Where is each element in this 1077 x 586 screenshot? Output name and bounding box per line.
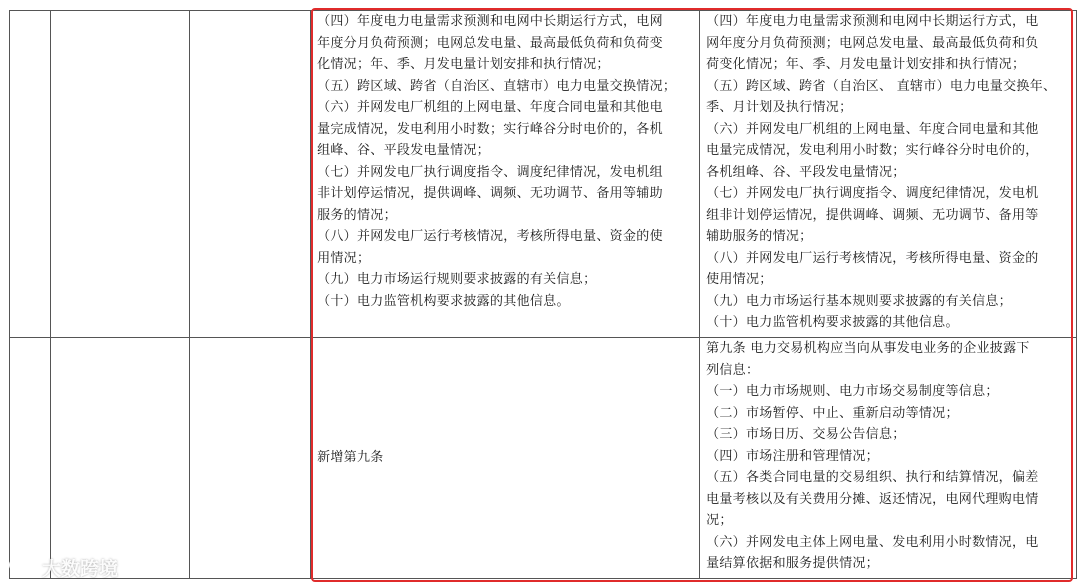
revised-text-line: 电量完成情况，发电利用小时数；实行峰谷分时电价的，	[706, 143, 1039, 158]
article-nine-line: （一）电力市场规则、电力市场交易制度等信息；	[706, 384, 999, 399]
article-nine-line: 量结算依据和服务提供情况；	[706, 556, 879, 571]
table-row	[10, 11, 1077, 338]
original-text-line: 组峰、谷、平段发电量情况；	[317, 143, 490, 158]
original-text-line: （八）并网发电厂运行考核情况，考核所得电量、资金的使	[317, 229, 663, 244]
original-text-line: 用情况；	[317, 250, 371, 266]
original-text-line: （九）电力市场运行规则要求披露的有关信息；	[317, 272, 597, 287]
revised-text-line: （五）跨区域、跨省（自治区、 直辖市）电力电量交换年、	[706, 78, 1057, 94]
revised-text-line: 辅助服务的情况；	[706, 229, 813, 244]
revised-text-line: 使用情况；	[706, 272, 773, 287]
table-row	[10, 338, 1077, 579]
new-article-label: 新增第九条	[317, 450, 384, 466]
original-text-line: （十）电力监管机构要求披露的其他信息。	[317, 293, 570, 309]
revised-text-line: 各机组峰、谷、平段发电量情况；	[706, 164, 906, 180]
original-text-line: 服务的情况；	[317, 207, 397, 223]
original-text-line: （四）年度电力电量需求预测和电网中长期运行方式，电网	[317, 14, 663, 29]
article-nine-lines	[700, 338, 1076, 575]
chapter-cell	[51, 338, 189, 579]
original-text-lines	[311, 11, 699, 312]
revised-text-line: （八）并网发电厂运行考核情况，考核所得电量、资金的	[706, 250, 1039, 266]
original-text-line: （七）并网发电厂执行调度指令、调度纪律情况，发电机组	[317, 164, 663, 180]
watermark	[8, 552, 118, 582]
revised-text-cell	[700, 11, 1077, 338]
revised-text-line: 组非计划停运情况，提供调峰、调频、无功调节、备用等	[706, 207, 1039, 223]
revised-text-line: 季、月计划及执行情况；	[706, 100, 853, 115]
original-text-line: （五）跨区域、跨省（自治区、直辖市）电力电量交换情况；	[317, 78, 677, 94]
original-text-line: 年度分月负荷预测；电网总发电量、最高最低负荷和负荷变	[317, 35, 663, 51]
article-nine-line: （五）各类合同电量的交易组织、执行和结算情况，偏差	[706, 470, 1039, 485]
revised-text-line: （六）并网发电厂机组的上网电量、年度合同电量和其他	[706, 121, 1039, 137]
article-nine-line: 第九条 电力交易机构应当向从事发电业务的企业披露下	[706, 341, 1030, 356]
article-nine-line: （三）市场日历、交易公告信息；	[706, 427, 906, 442]
original-text-line: 量完成情况，发电利用小时数；实行峰谷分时电价的，各机	[317, 121, 663, 137]
revised-text-cell	[700, 338, 1077, 579]
article-nine-line: 电量考核以及有关费用分摊、返还情况，电网代理购电情	[706, 491, 1039, 507]
article-nine-line: （二）市场暂停、中止、重新启动等情况；	[706, 405, 959, 421]
revised-text-lines	[700, 11, 1076, 334]
revised-text-line: （四）年度电力电量需求预测和电网中长期运行方式，电	[706, 14, 1039, 29]
original-text-line: （六）并网发电厂机组的上网电量、年度合同电量和其他电	[317, 100, 663, 115]
revised-text-line: （九）电力市场运行基本规则要求披露的有关信息；	[706, 293, 1012, 309]
original-text-line: 非计划停运情况，提供调峰、调频、无功调节、备用等辅助	[317, 186, 663, 201]
chat-bubble-logo-icon	[8, 555, 36, 579]
article-nine-line: 列信息：	[706, 362, 760, 378]
category-cell	[189, 11, 310, 338]
watermark-text: 大数跨境	[42, 557, 119, 580]
article-nine-line: （四）市场注册和管理情况；	[706, 448, 879, 464]
revised-text-line: 网年度分月负荷预测；电网总发电量、最高最低负荷和负	[706, 35, 1039, 51]
category-cell	[189, 338, 310, 579]
index-cell	[10, 338, 51, 579]
revised-text-line: 荷变化情况；年、季、月发电量计划安排和执行情况；	[706, 57, 1026, 72]
article-nine-line: （六）并网发电主体上网电量、发电利用小时数情况，电	[706, 534, 1039, 550]
article-nine-line: 况；	[706, 513, 733, 528]
revised-text-line: （七）并网发电厂执行调度指令、调度纪律情况，发电机	[706, 186, 1039, 201]
original-text-cell	[311, 338, 700, 579]
original-text-cell	[311, 11, 700, 338]
index-cell	[10, 11, 51, 338]
chapter-cell	[51, 11, 189, 338]
original-text-line: 化情况；年、季、月发电量计划安排和执行情况；	[317, 57, 610, 72]
comparison-table	[9, 10, 1077, 579]
revised-text-line: （十）电力监管机构要求披露的其他信息。	[706, 315, 959, 330]
